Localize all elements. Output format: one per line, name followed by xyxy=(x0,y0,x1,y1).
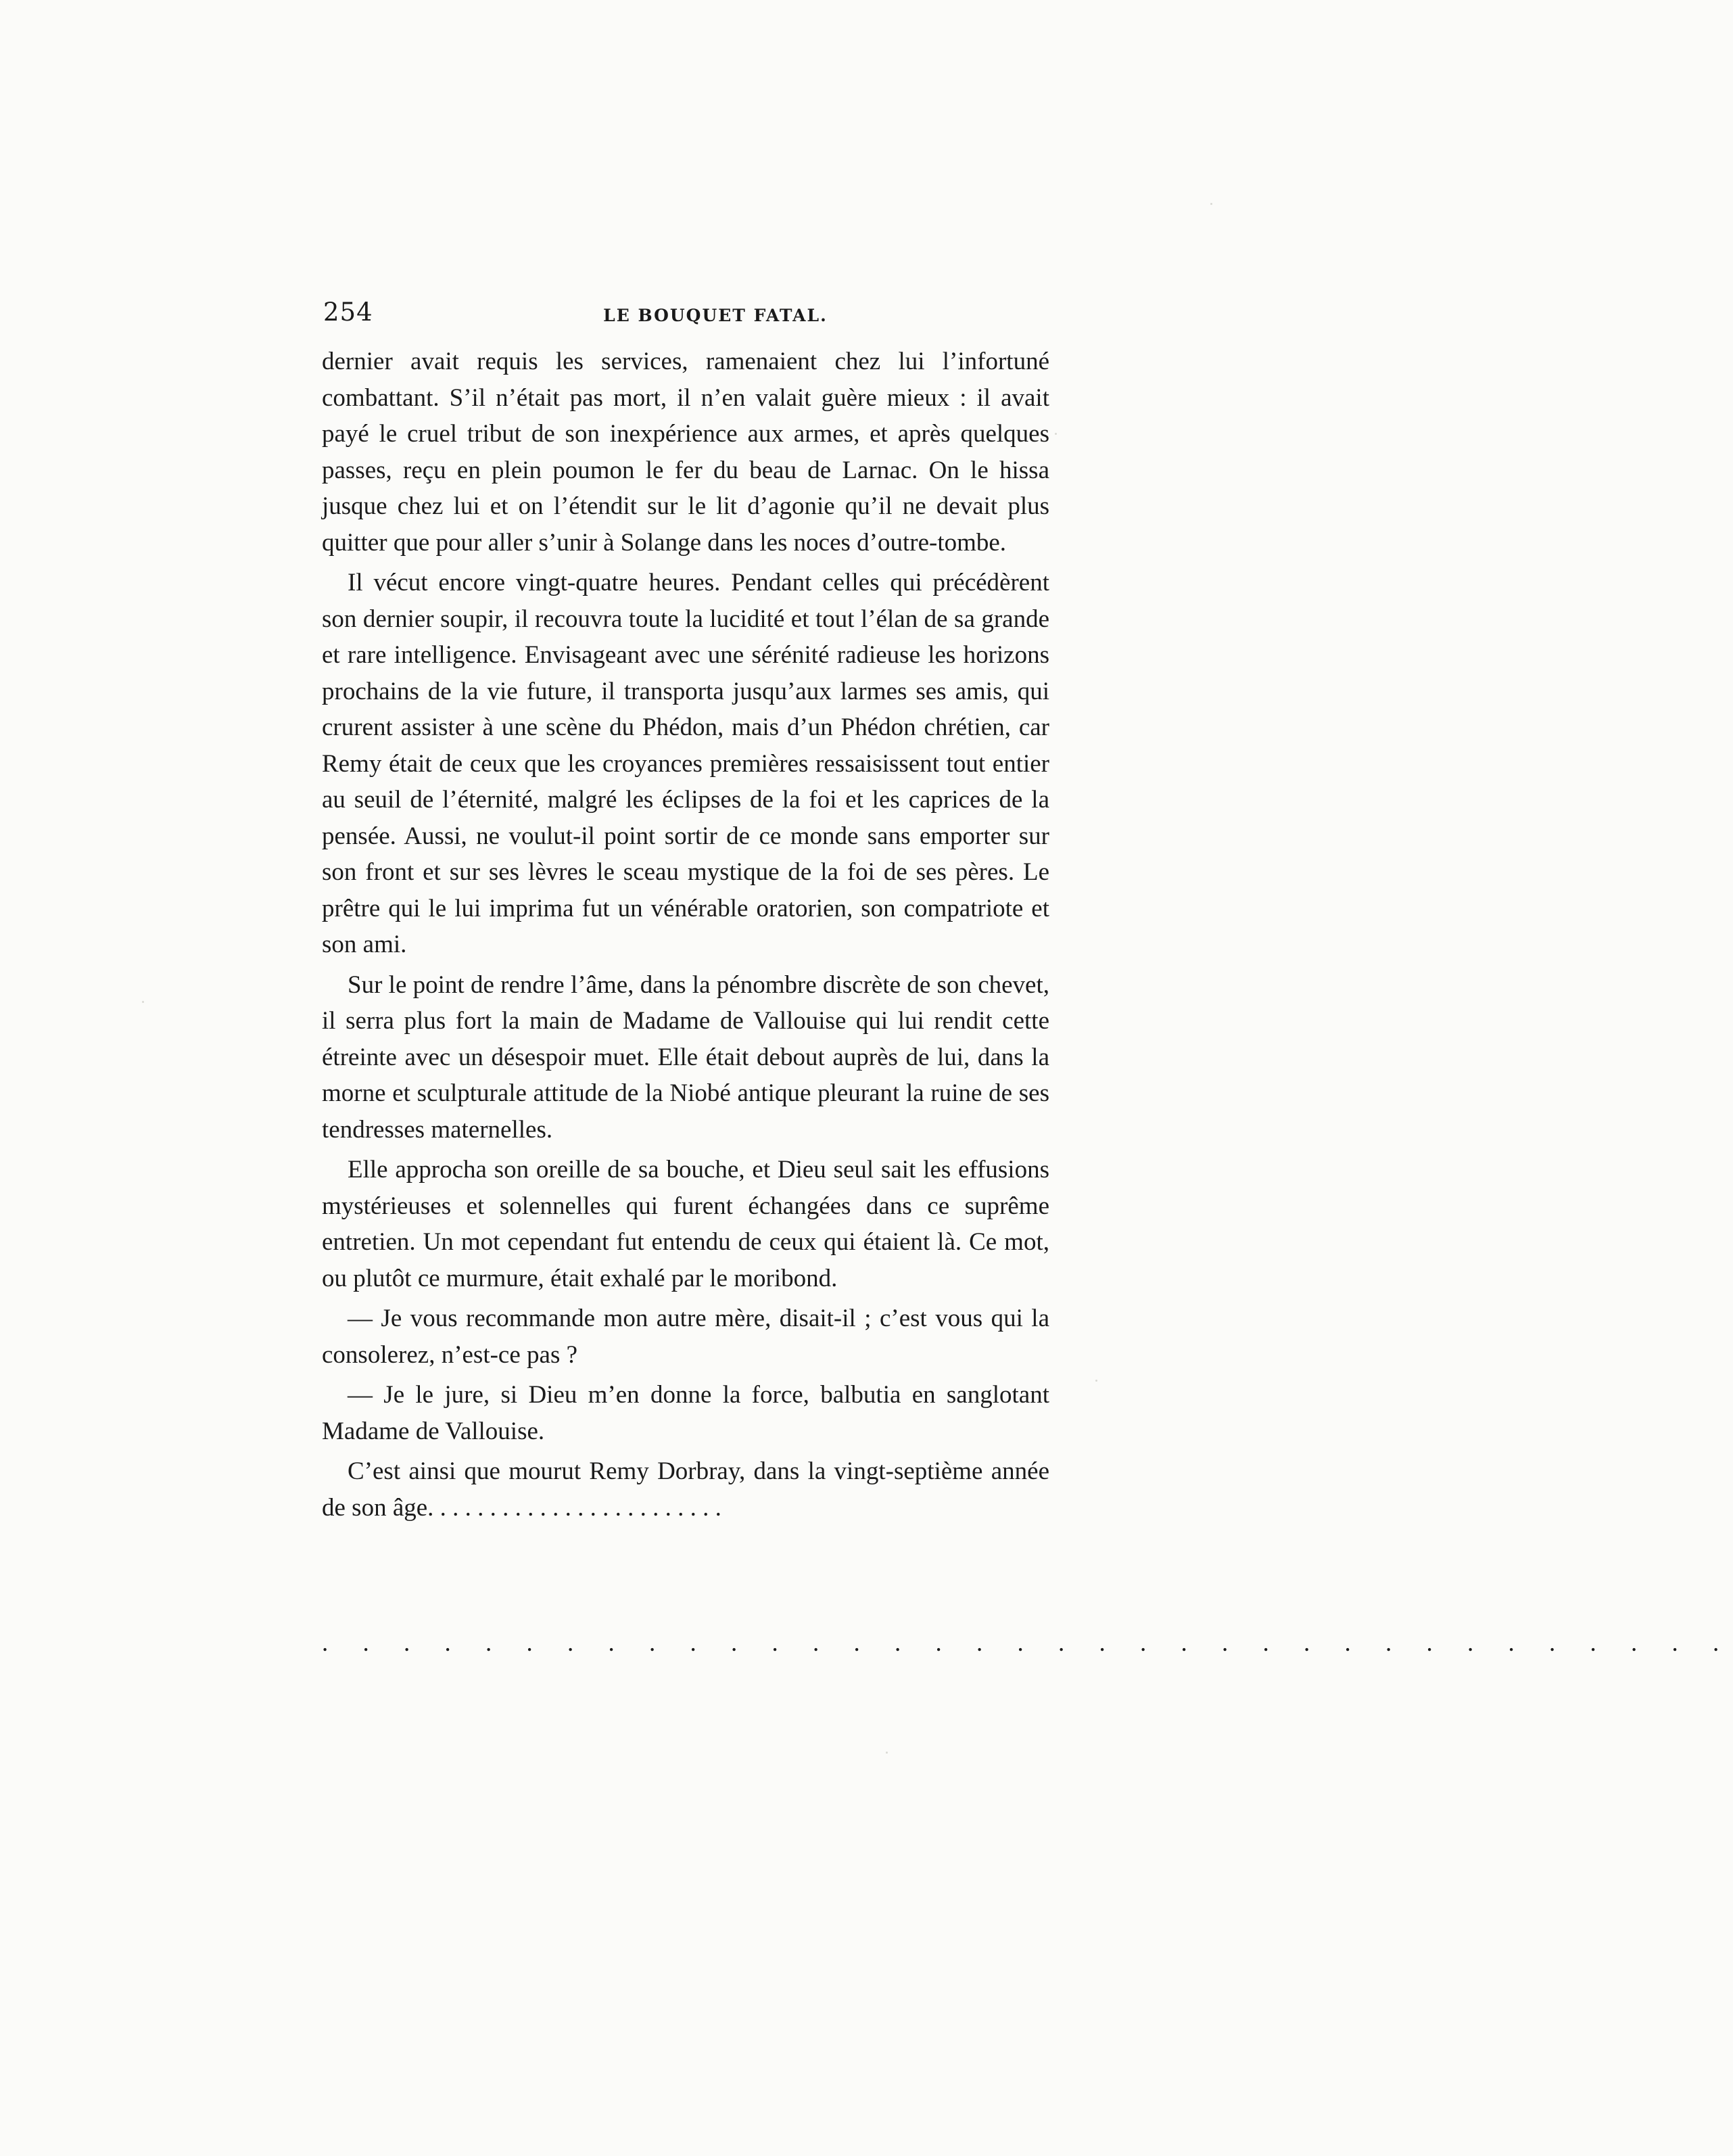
paper-speckle xyxy=(886,1752,888,1754)
page-number: 254 xyxy=(323,298,373,327)
body-text xyxy=(322,344,1049,1530)
paper-speckle xyxy=(1210,203,1212,205)
dialogue-line-1: — Je vous recommande mon autre mère, disait-il ; c’est vous qui la consolerez, n’est-ce pas ? xyxy=(322,1305,1049,1369)
paragraph-4: Elle approcha son oreille de sa bouche, et Dieu seul sait les effusions mystérieuses et solennelles qui furent échangées dans ce suprême entretien. Un mot cependant fut entendu de ceux qui étaient là. Ce mot, ou plutôt ce murmure, était exhalé par le moribond. xyxy=(322,1156,1049,1292)
ellipsis-row: . . . . . . . . . . . . . . . . . . . . . . . . . . . . . . . . . . . xyxy=(322,1629,1733,1657)
page-header xyxy=(323,294,1048,334)
paper-speckle xyxy=(142,1001,144,1003)
running-title: LE BOUQUET FATAL. xyxy=(603,306,828,325)
paragraph-2: Il vécut encore vingt-quatre heures. Pendant celles qui précédèrent son dernier soupir, il recouvra toute la lucidité et tout l’élan de sa grande et rare intelligence. Envisageant avec une sérénité radieuse les horizons prochains de la vie future, il transporta jusqu’aux larmes ses amis, qui crurent assister à une scène du Phédon, mais d’un Phédon chrétien, car Remy était de ceux que les croyances premières ressaisissent tout entier au seuil de l’éternité, malgré les éclipses de la foi et les caprices de la pensée. Aussi, ne voulut-il point sortir de ce monde sans emporter sur son front et sur ses lèvres le sceau mystique de la foi de ses pères. Le prêtre qui le lui imprima fut un vénérable oratorien, son compatriote et son ami. xyxy=(322,569,1049,958)
paragraph-1: dernier avait requis les services, ramenaient chez lui l’infortuné combattant. S’il n’était pas mort, il n’en valait guère mieux : il avait payé le cruel tribut de son inexpérience aux armes, et après quelques passes, reçu en plein poumon le fer du beau de Larnac. On le hissa jusque chez lui et on l’étendit sur le lit d’agonie qu’il ne devait plus quitter que pour aller s’unir à Solange dans les noces d’outre-tombe. xyxy=(322,348,1049,557)
paper-speckle xyxy=(1055,433,1057,435)
paragraph-3: Sur le point de rendre l’âme, dans la pénombre discrète de son chevet, il serra plus fort la main de Madame de Vallouise qui lui rendit cette étreinte avec un désespoir muet. Elle était debout auprès de lui, dans la morne et sculpturale attitude de la Niobé antique pleurant la ruine de ses tendresses maternelles. xyxy=(322,970,1049,1144)
dialogue-line-2: — Je le jure, si Dieu m’en donne la force, balbutia en sanglotant Madame de Vallouise. xyxy=(322,1381,1049,1445)
closing-paragraph: C’est ainsi que mourut Remy Dorbray, dans la vingt-septième année de son âge. . . . . . . . . . . . . . . . . . . . . . . . xyxy=(322,1457,1049,1522)
paper-speckle xyxy=(1095,1380,1097,1382)
